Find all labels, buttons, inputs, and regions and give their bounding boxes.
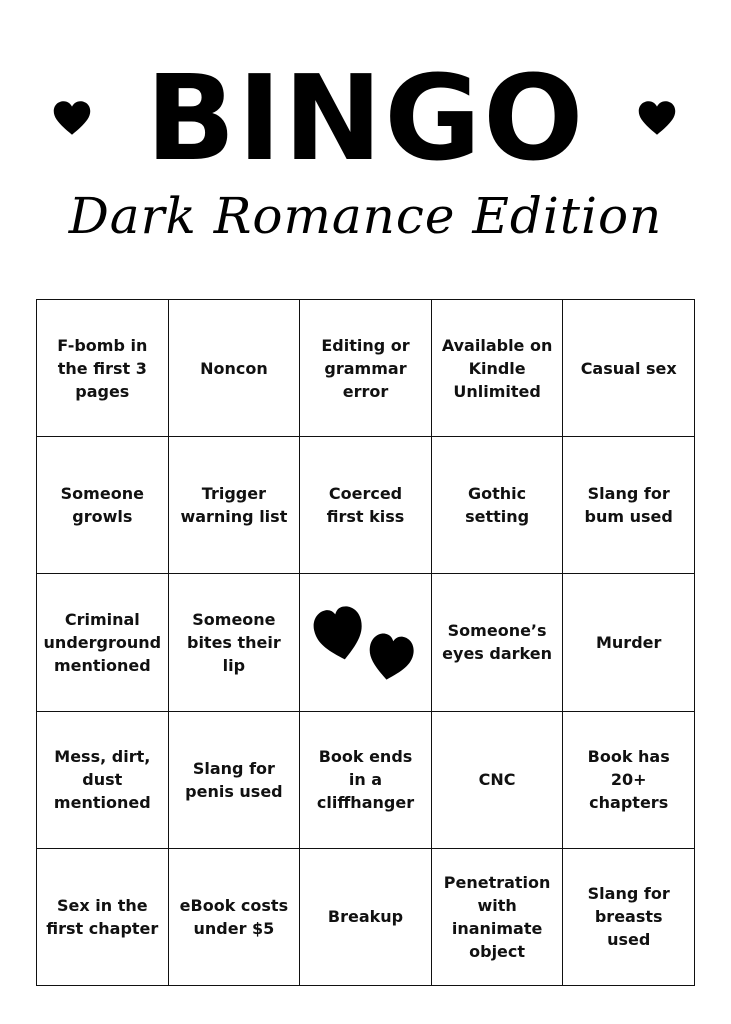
heart-icon <box>638 100 676 136</box>
bingo-cell-label: Coerced first kiss <box>326 484 405 527</box>
bingo-cell-label: Gothic setting <box>465 484 530 527</box>
bingo-header <box>0 0 731 290</box>
bingo-cell-label: Editing or grammar error <box>321 335 410 401</box>
bingo-cell[interactable] <box>432 712 564 849</box>
bingo-cell-label: Murder <box>595 632 662 652</box>
bingo-cell-label: F-bomb in the first 3 pages <box>57 335 148 401</box>
bingo-cell[interactable] <box>432 300 564 437</box>
bingo-cell[interactable] <box>169 712 301 849</box>
bingo-cell-label: Trigger warning list <box>180 484 288 527</box>
bingo-cell[interactable] <box>169 849 301 986</box>
bingo-cell[interactable] <box>563 437 695 574</box>
bingo-cell-label: Someone bites their lip <box>186 609 281 675</box>
bingo-cell-label: CNC <box>478 770 516 790</box>
bingo-cell[interactable] <box>432 574 564 711</box>
bingo-cell[interactable] <box>169 300 301 437</box>
bingo-cell-label: Penetration with inanimate object <box>443 872 551 961</box>
bingo-cell-label: Noncon <box>200 358 268 378</box>
bingo-cell-label: Slang for bum used <box>584 484 673 527</box>
bingo-cell[interactable] <box>300 437 432 574</box>
bingo-cell[interactable] <box>300 849 432 986</box>
bingo-cell[interactable] <box>169 437 301 574</box>
free-space-cell[interactable] <box>300 574 432 711</box>
bingo-cell[interactable] <box>300 300 432 437</box>
bingo-cell[interactable] <box>37 437 169 574</box>
bingo-cell[interactable] <box>37 574 169 711</box>
bingo-board <box>36 299 695 986</box>
bingo-cell-label: Mess, dirt, dust mentioned <box>53 747 151 813</box>
bingo-cell-label: Someone growls <box>60 484 144 527</box>
bingo-cell[interactable] <box>563 574 695 711</box>
bingo-cell-label: Someone’s eyes darken <box>442 621 552 664</box>
bingo-cell-label: Book ends in a cliffhanger <box>316 747 415 813</box>
bingo-cell-label: Slang for breasts used <box>587 884 670 950</box>
bingo-cell[interactable] <box>37 300 169 437</box>
bingo-cell-label: Breakup <box>327 907 404 927</box>
bingo-cell-label: Book has 20+ chapters <box>587 747 670 813</box>
bingo-cell[interactable] <box>300 712 432 849</box>
bingo-cell[interactable] <box>37 712 169 849</box>
bingo-cell-label: Criminal underground mentioned <box>43 609 162 675</box>
bingo-cell[interactable] <box>563 712 695 849</box>
bingo-cell-label: eBook costs under $5 <box>179 895 289 938</box>
bingo-cell[interactable] <box>169 574 301 711</box>
bingo-cell[interactable] <box>563 849 695 986</box>
bingo-cell-label: Sex in the first chapter <box>46 895 159 938</box>
bingo-cell[interactable] <box>432 437 564 574</box>
bingo-cell-label: Available on Kindle Unlimited <box>441 335 553 401</box>
bingo-cell-label: Casual sex <box>580 358 677 378</box>
page-title: BINGO <box>145 49 586 187</box>
bingo-cell[interactable] <box>563 300 695 437</box>
page-subtitle: Dark Romance Edition <box>68 187 663 245</box>
bingo-cell[interactable] <box>432 849 564 986</box>
bingo-cell-label: Slang for penis used <box>185 758 283 801</box>
two-hearts-icon <box>313 602 417 682</box>
bingo-cell[interactable] <box>37 849 169 986</box>
